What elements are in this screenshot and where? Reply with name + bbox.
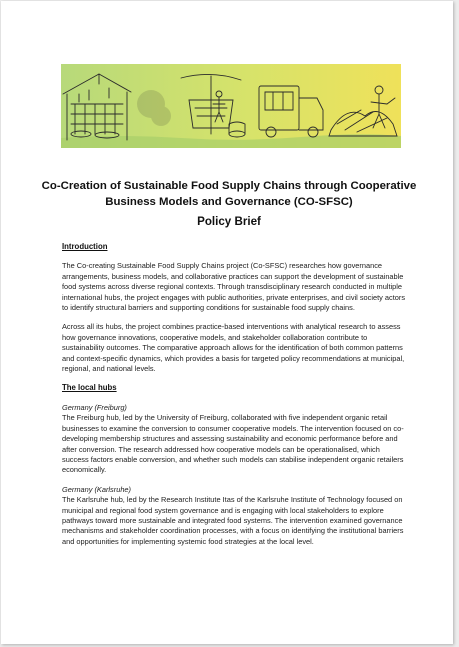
hub-location-karlsruhe: Germany (Karlsruhe): [62, 484, 131, 494]
document-subtitle: Policy Brief: [197, 215, 261, 228]
section-heading-introduction: Introduction: [62, 242, 108, 251]
banner-artwork: [61, 64, 401, 148]
document-body: [62, 242, 408, 547]
hub-description-freiburg: The Freiburg hub, led by the University of Freiburg, collaborated with five independent organic retail businesses to examine the conversion to consumer cooperative models. The intervention focused on co-developing membership structures and assessing sustainability and economic performance before and after conversion. The research addressed how cooperative models can be operationalised, which success factors enable conversion, and whether such models can stabilise independent organic retailers economically.: [62, 413, 404, 475]
intro-paragraph: Across all its hubs, the project combines practice-based interventions with analytical research to assess how governance innovations, cooperative models, and stakeholder collaboration contribute to sustainability outcomes. The comparative approach allows for the identification of both common patterns and context-specific dynamics, which provides a basis for targeted policy recommendations at municipal, regional, and national levels.: [62, 322, 405, 374]
title-block: [29, 178, 429, 230]
section-heading-local-hubs: The local hubs: [62, 383, 117, 393]
hub-description-karlsruhe: The Karlsruhe hub, led by the Research Institute Itas of the Karlsruhe Institute of Technology focused on municipal and regional food system governance and is engaging with local stakeholders to explore pathways toward more sustainable and integrated food systems. The intervention examined governance mechanisms and stakeholder coordination processes, with a focus on identifying the institutional barriers and opportunities for implementing systemic food strategies at the local level.: [62, 495, 404, 546]
banner-illustration: [61, 64, 401, 148]
hub-location-freiburg: Germany (Freiburg): [62, 402, 127, 412]
intro-paragraph: The Co-creating Sustainable Food Supply Chains project (Co-SFSC) researches how governance arrangements, business models, and collaborative practices can support the development of sustainable food systems across diverse regional contexts. Through transdisciplinary research conducted in multiple international hubs, the project engages with public authorities, private enterprises, and civil society actors to identify structural barriers and supporting conditions for sustainable food supply chains.: [62, 261, 406, 313]
document-page: [1, 1, 453, 644]
document-title: Co-Creation of Sustainable Food Supply Chains through Cooperative Business Models and Governance (CO-SFSC): [41, 180, 417, 208]
